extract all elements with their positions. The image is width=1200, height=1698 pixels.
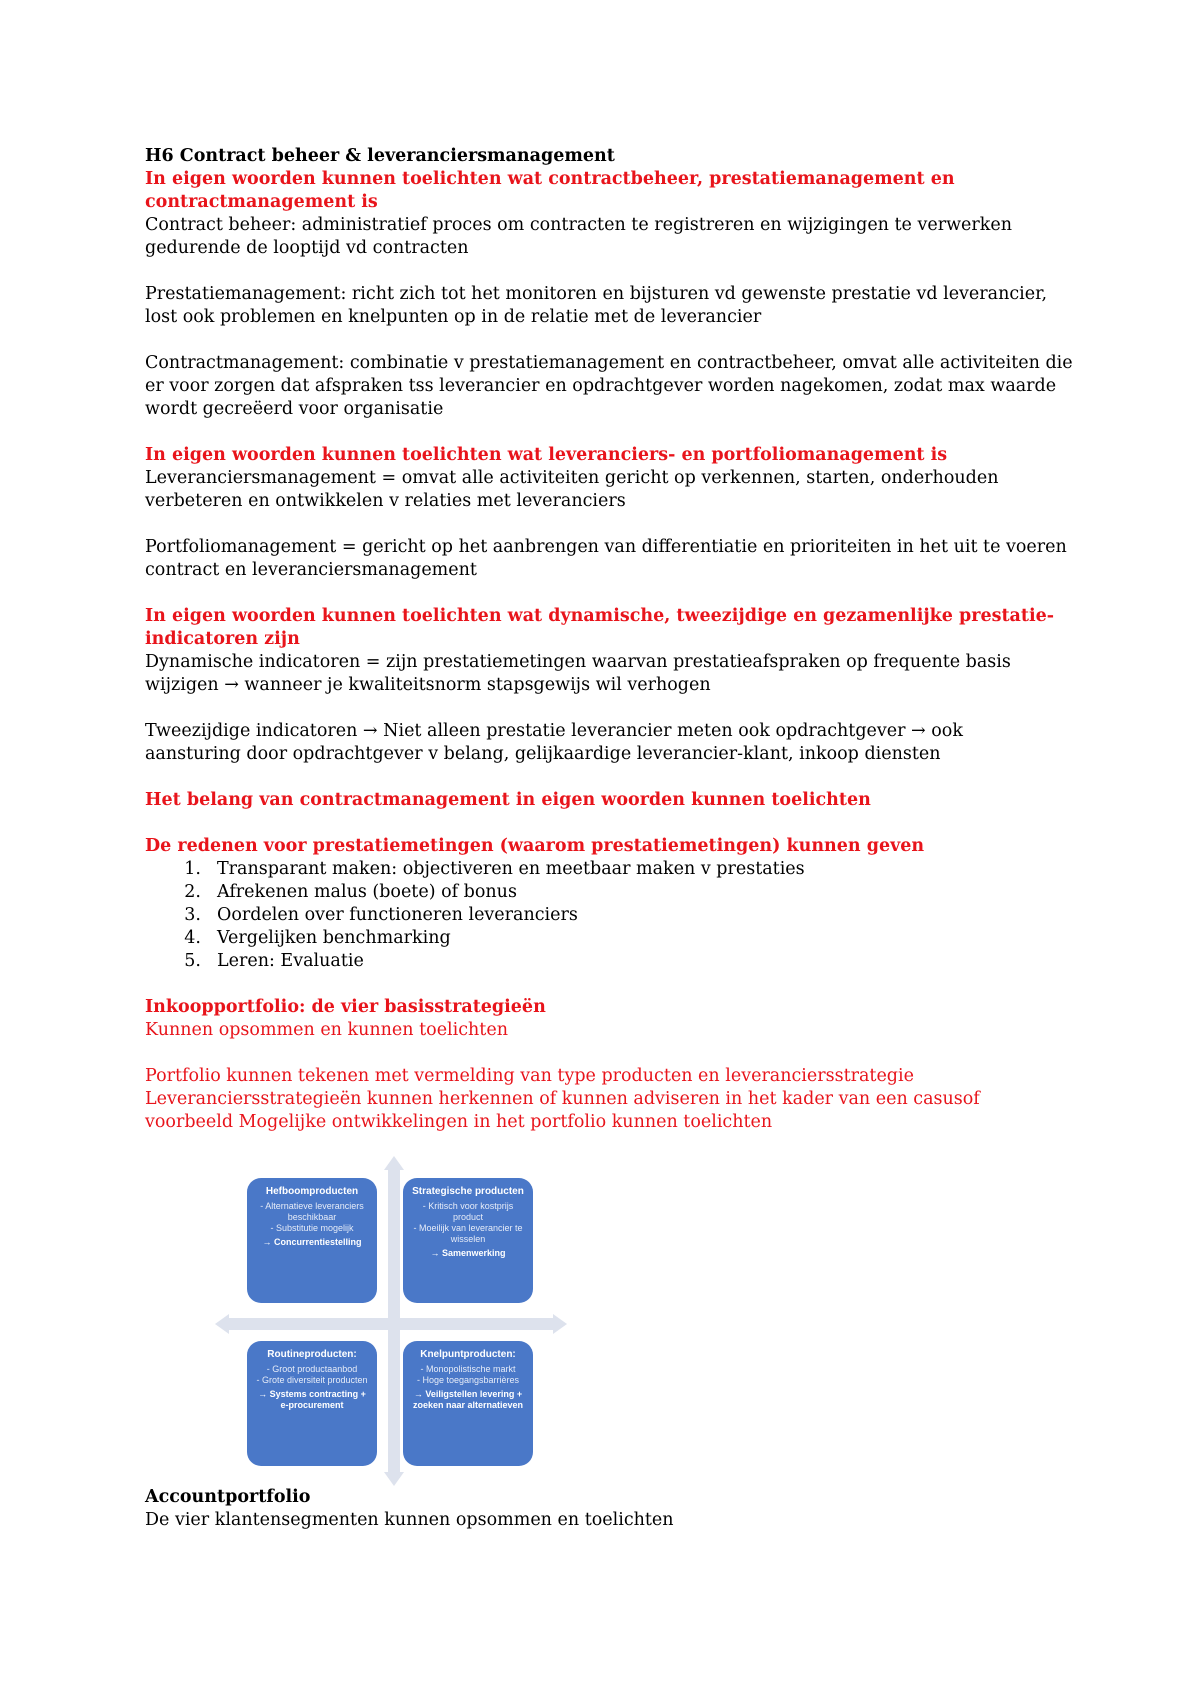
question-heading: In eigen woorden kunnen toelichten wat dynamische, tweezijdige en gezamenlijke prestatie- [145, 606, 1055, 626]
list-item: 2. Afrekenen malus (boete) of bonus [184, 882, 517, 902]
red-line: Portfolio kunnen tekenen met vermelding van type producten en leveranciersstrategie [145, 1066, 914, 1086]
horizontal-axis [225, 1318, 555, 1330]
quadrant-routineproducten: Routineproducten: - Groot productaanbod - Grote diversiteit producten → Systems contracting + e-procurement [247, 1341, 377, 1466]
question-heading: contractmanagement is [145, 192, 378, 212]
question-heading: In eigen woorden kunnen toelichten wat contractbeheer, prestatiemanagement en [145, 169, 955, 189]
paragraph-line: Prestatiemanagement: richt zich tot het monitoren en bijsturen vd gewenste prestatie vd leverancier, [145, 284, 1048, 304]
paragraph-line: Dynamische indicatoren = zijn prestatiemetingen waarvan prestatieafspraken op frequente basis [145, 652, 1011, 672]
arrow-left-icon [215, 1314, 229, 1334]
section-title: Accountportfolio [145, 1487, 311, 1507]
paragraph-line: Tweezijdige indicatoren → Niet alleen prestatie leverancier meten ook opdrachtgever → ook [145, 721, 963, 741]
red-line: Leveranciersstrategieën kunnen herkennen of kunnen adviseren in het kader van een casusof [145, 1089, 980, 1109]
chapter-title: H6 Contract beheer & leveranciersmanagement [145, 146, 615, 166]
question-heading: Het belang van contractmanagement in eigen woorden kunnen toelichten [145, 790, 871, 810]
arrow-right-icon [553, 1314, 567, 1334]
paragraph-line: wordt gecreëerd voor organisatie [145, 399, 444, 419]
paragraph-line: contract en leveranciersmanagement [145, 560, 477, 580]
red-line: Kunnen opsommen en kunnen toelichten [145, 1020, 508, 1040]
question-heading: Inkoopportfolio: de vier basisstrategieën [145, 997, 546, 1017]
list-item: 3. Oordelen over functioneren leveranciers [184, 905, 578, 925]
quadrant-hefboomproducten: Hefboomproducten - Alternatieve leveranciers beschikbaar - Substitutie mogelijk → Concurrentiestelling [247, 1178, 377, 1303]
quadrant-strategische-producten: Strategische producten - Kritisch voor kostprijs product - Moeilijk van leverancier te wisselen → Samenwerking [403, 1178, 533, 1303]
reasons-list [145, 858, 1100, 973]
paragraph-line: verbeteren en ontwikkelen v relaties met leveranciers [145, 491, 626, 511]
question-heading: De redenen voor prestatiemetingen (waarom prestatiemetingen) kunnen geven [145, 836, 925, 856]
arrow-up-icon [384, 1156, 404, 1170]
paragraph-line: gedurende de looptijd vd contracten [145, 238, 469, 258]
question-heading: indicatoren zijn [145, 629, 300, 649]
paragraph-line: De vier klantensegmenten kunnen opsommen en toelichten [145, 1510, 674, 1530]
quadrant-knelpuntproducten: Knelpuntproducten: - Monopolistische markt - Hoge toegangsbarrières → Veiligstellen levering + zoeken naar alternatieven [403, 1341, 533, 1466]
portfolio-matrix-diagram [145, 1156, 635, 1486]
paragraph-line: er voor zorgen dat afspraken tss leverancier en opdrachtgever worden nagekomen, zodat max waarde [145, 376, 1057, 396]
list-item: 5. Leren: Evaluatie [184, 951, 364, 971]
paragraph-line: wijzigen → wanneer je kwaliteitsnorm stapsgewijs wil verhogen [145, 675, 711, 695]
paragraph-line: aansturing door opdrachtgever v belang, gelijkaardige leverancier-klant, inkoop diensten [145, 744, 941, 764]
paragraph-line: lost ook problemen en knelpunten op in de relatie met de leverancier [145, 307, 762, 327]
list-item: 4. Vergelijken benchmarking [184, 928, 451, 948]
arrow-down-icon [384, 1472, 404, 1486]
paragraph-line: Contractmanagement: combinatie v prestatiemanagement en contractbeheer, omvat alle activiteiten die [145, 353, 1073, 373]
paragraph-line: Portfoliomanagement = gericht op het aanbrengen van differentiatie en prioriteiten in het uit te voeren [145, 537, 1067, 557]
paragraph-line: Leveranciersmanagement = omvat alle activiteiten gericht op verkennen, starten, onderhouden [145, 468, 999, 488]
question-heading: In eigen woorden kunnen toelichten wat leveranciers- en portfoliomanagement is [145, 445, 948, 465]
paragraph-line: Contract beheer: administratief proces om contracten te registreren en wijzigingen te verwerken [145, 215, 1013, 235]
list-item: 1. Transparant maken: objectiveren en meetbaar maken v prestaties [184, 859, 805, 879]
red-line: voorbeeld Mogelijke ontwikkelingen in het portfolio kunnen toelichten [145, 1112, 773, 1132]
